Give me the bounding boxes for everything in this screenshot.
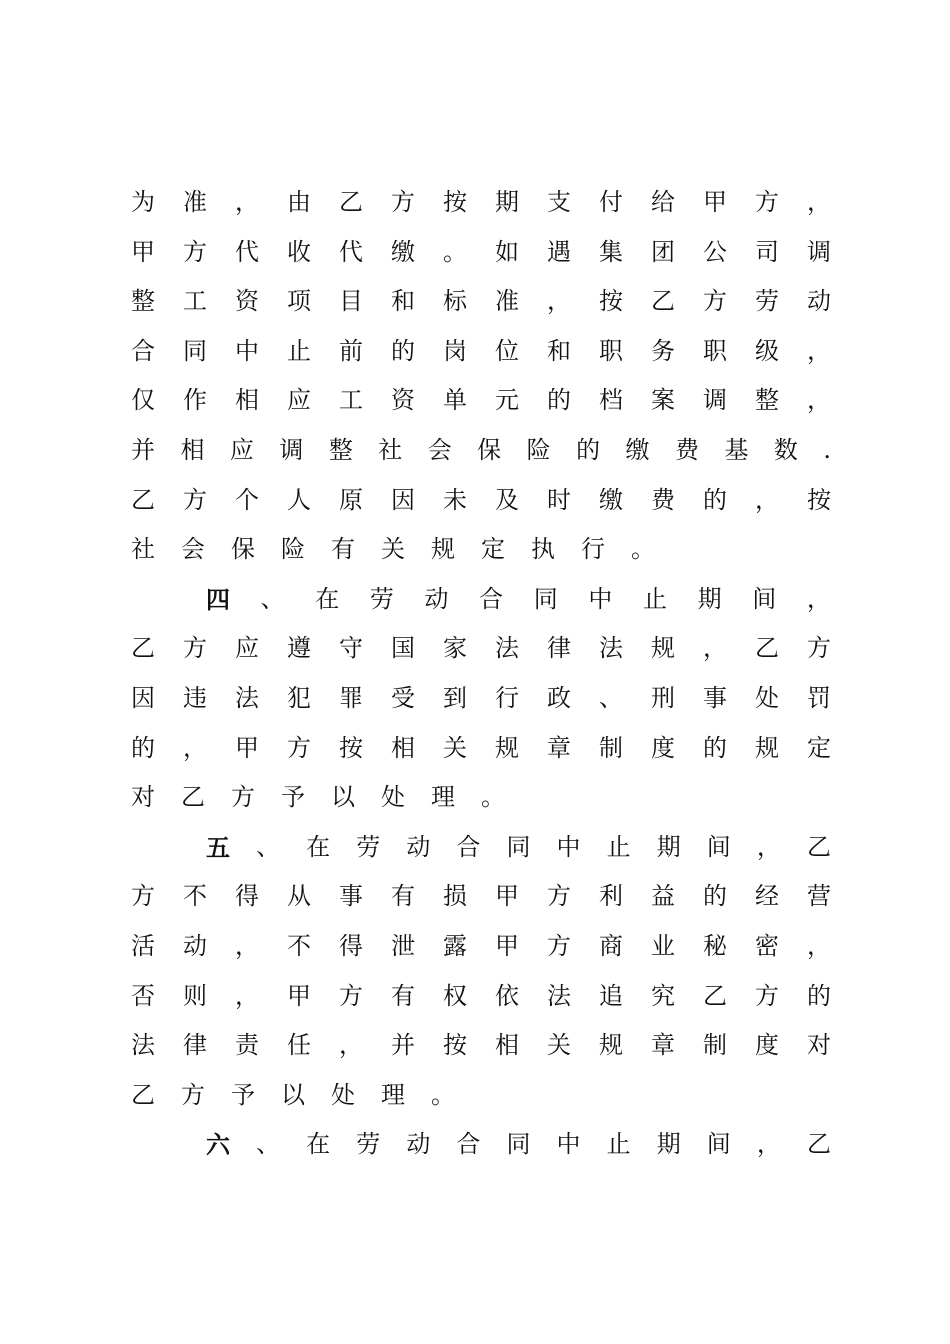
- character: 项: [287, 287, 311, 316]
- character: 、: [256, 1130, 281, 1159]
- character: 费: [674, 435, 699, 464]
- character: 前: [339, 336, 363, 365]
- character: 间: [752, 584, 777, 613]
- character: 方: [231, 783, 255, 812]
- text-line: [131, 476, 831, 526]
- character: 遵: [287, 634, 311, 663]
- character: 中: [235, 336, 259, 365]
- character: 在: [306, 832, 331, 861]
- text-line: [131, 1071, 831, 1121]
- character: 乙: [651, 287, 675, 316]
- character: 法: [235, 683, 259, 712]
- character: 章: [547, 733, 571, 762]
- text-line: [131, 872, 831, 922]
- character: 调: [703, 386, 727, 415]
- character: 在: [306, 1130, 331, 1159]
- character: 、: [256, 832, 281, 861]
- character: 期: [656, 832, 681, 861]
- character: 以: [281, 1080, 305, 1109]
- character: 应: [229, 435, 254, 464]
- character: 中: [556, 832, 581, 861]
- character: 同: [533, 584, 558, 613]
- character: 营: [807, 882, 831, 911]
- character: 定: [807, 733, 831, 762]
- character: 罚: [807, 683, 831, 712]
- character: 事: [339, 882, 363, 911]
- text-line: [131, 277, 831, 327]
- character: 同: [183, 336, 207, 365]
- character: 到: [443, 683, 467, 712]
- character: 关: [381, 535, 405, 564]
- character: 国: [391, 634, 415, 663]
- character: 按: [339, 733, 363, 762]
- character: 方: [287, 733, 311, 762]
- character: 制: [599, 733, 623, 762]
- character: 劳: [369, 584, 394, 613]
- character: 合: [131, 336, 155, 365]
- character: 得: [235, 882, 259, 911]
- character: 动: [183, 931, 207, 960]
- character: 任: [287, 1031, 311, 1060]
- character: 原: [339, 485, 363, 514]
- text-line: [131, 724, 831, 774]
- character: ，: [339, 1031, 363, 1060]
- character: 支: [547, 188, 571, 216]
- character: 止: [643, 584, 667, 613]
- character: 处: [331, 1080, 355, 1109]
- text-line: [131, 624, 831, 674]
- character: 方: [703, 287, 727, 316]
- character: 依: [495, 981, 519, 1010]
- character: 标: [443, 287, 467, 316]
- character: 法: [131, 1031, 155, 1060]
- character: 遇: [547, 237, 571, 266]
- character: 期: [656, 1130, 681, 1159]
- character: 人: [287, 485, 311, 514]
- character: 相: [495, 1031, 519, 1060]
- character: ，: [807, 386, 831, 415]
- character: 以: [331, 783, 355, 812]
- character: 法: [547, 981, 571, 1010]
- character: 制: [703, 1031, 727, 1060]
- character: 乙: [131, 634, 155, 663]
- character: ，: [756, 832, 781, 861]
- character: 事: [703, 683, 727, 712]
- character: 法: [599, 634, 623, 663]
- character: 有: [391, 882, 415, 911]
- character: 险: [526, 435, 551, 464]
- character: 的: [703, 485, 727, 514]
- character: 工: [339, 386, 363, 415]
- character: 行: [581, 535, 605, 564]
- character: 处: [755, 683, 779, 712]
- character: 准: [495, 287, 519, 316]
- text-line: [131, 327, 831, 377]
- character: 甲: [235, 733, 259, 762]
- character: 整: [328, 435, 353, 464]
- character: 缴: [391, 237, 415, 266]
- character: 会: [181, 535, 205, 564]
- character: 章: [651, 1031, 675, 1060]
- character: 收: [287, 237, 311, 266]
- character: 并: [391, 1031, 415, 1060]
- character: 代: [339, 237, 363, 266]
- character: 期: [495, 188, 519, 216]
- character: 单: [443, 386, 467, 415]
- character: ，: [806, 584, 831, 613]
- character: 法: [495, 634, 519, 663]
- character: 追: [599, 981, 623, 1010]
- character: ，: [235, 931, 259, 960]
- character: 按: [807, 485, 831, 514]
- character: 处: [381, 783, 405, 812]
- character: 乙: [755, 634, 779, 663]
- character: 仅: [131, 386, 155, 415]
- character: 和: [391, 287, 415, 316]
- character: 间: [706, 832, 731, 861]
- text-line: [131, 228, 831, 278]
- character: 社: [131, 535, 155, 564]
- character: 商: [599, 931, 623, 960]
- character: ，: [235, 981, 259, 1010]
- character: 利: [599, 882, 623, 911]
- character: 会: [427, 435, 452, 464]
- character: 相: [391, 733, 415, 762]
- character: 。: [443, 237, 467, 266]
- character: 在: [315, 584, 340, 613]
- character: 位: [495, 336, 519, 365]
- character: 理: [381, 1080, 405, 1109]
- character: 因: [131, 683, 155, 712]
- character: 究: [651, 981, 675, 1010]
- character: 损: [443, 882, 467, 911]
- character: 、: [260, 584, 285, 613]
- character: 基: [724, 435, 749, 464]
- character: 团: [651, 237, 675, 266]
- character: 犯: [287, 683, 311, 712]
- character: 时: [547, 485, 571, 514]
- character: 缴: [625, 435, 650, 464]
- character: 益: [651, 882, 675, 911]
- paragraph-first-line: [131, 575, 831, 625]
- character: ，: [807, 336, 831, 365]
- character: 执: [531, 535, 555, 564]
- character: ，: [547, 287, 571, 316]
- character: 准: [183, 188, 207, 216]
- character: ，: [807, 188, 831, 216]
- character: 不: [287, 931, 311, 960]
- character: 调: [807, 237, 831, 266]
- character: 代: [235, 237, 259, 266]
- character: 的: [391, 336, 415, 365]
- section-number: 四: [206, 584, 230, 614]
- character: 资: [391, 386, 415, 415]
- character: 和: [547, 336, 571, 365]
- character: 。: [431, 1080, 455, 1109]
- character: 止: [606, 1130, 631, 1159]
- character: 因: [391, 485, 415, 514]
- character: 元: [495, 386, 519, 415]
- character: 活: [131, 931, 155, 960]
- character: 工: [183, 287, 207, 316]
- character: 的: [131, 733, 155, 762]
- character: 规: [599, 1031, 623, 1060]
- character: 的: [703, 882, 727, 911]
- character: 律: [547, 634, 571, 663]
- text-line: [131, 376, 831, 426]
- character: 公: [703, 237, 727, 266]
- text-line: [131, 525, 831, 575]
- character: 乙: [703, 981, 727, 1010]
- character: 乙: [806, 832, 831, 861]
- character: 乙: [339, 188, 363, 216]
- character: 费: [651, 485, 675, 514]
- character: 中: [588, 584, 613, 613]
- character: 合: [456, 1130, 481, 1159]
- character: 缴: [599, 485, 623, 514]
- character: 关: [547, 1031, 571, 1060]
- character: 泄: [391, 931, 415, 960]
- character: ，: [183, 733, 207, 762]
- character: 罪: [339, 683, 363, 712]
- character: 的: [576, 435, 601, 464]
- character: 按: [443, 188, 467, 216]
- character: 方: [183, 634, 207, 663]
- character: 理: [431, 783, 455, 812]
- character: 乙: [806, 1130, 831, 1159]
- character: .: [823, 435, 831, 464]
- character: 否: [131, 981, 155, 1010]
- character: 甲: [131, 237, 155, 266]
- character: ，: [755, 485, 779, 514]
- character: 按: [443, 1031, 467, 1060]
- character: 对: [807, 1031, 831, 1060]
- character: 刑: [651, 683, 675, 712]
- character: 有: [391, 981, 415, 1010]
- character: 度: [755, 1031, 779, 1060]
- character: 方: [339, 981, 363, 1010]
- character: 规: [755, 733, 779, 762]
- character: 止: [287, 336, 311, 365]
- character: 合: [456, 832, 481, 861]
- character: 方: [131, 882, 155, 911]
- character: 相: [180, 435, 205, 464]
- character: 付: [599, 188, 623, 216]
- character: 动: [406, 1130, 431, 1159]
- text-line: [131, 674, 831, 724]
- character: 如: [495, 237, 519, 266]
- character: 动: [406, 832, 431, 861]
- character: 中: [556, 1130, 581, 1159]
- text-line: [131, 972, 831, 1022]
- character: 动: [424, 584, 449, 613]
- character: 按: [599, 287, 623, 316]
- character: 规: [431, 535, 455, 564]
- character: 期: [697, 584, 722, 613]
- character: 。: [481, 783, 505, 812]
- character: 的: [703, 733, 727, 762]
- character: 甲: [495, 882, 519, 911]
- character: 。: [631, 535, 655, 564]
- character: 并: [131, 435, 155, 464]
- character: 行: [495, 683, 519, 712]
- character: 相: [235, 386, 259, 415]
- character: 予: [231, 1080, 255, 1109]
- character: 职: [599, 336, 623, 365]
- character: 从: [287, 882, 311, 911]
- character: 甲: [703, 188, 727, 216]
- character: 个: [235, 485, 259, 514]
- character: 目: [339, 287, 363, 316]
- character: 岗: [443, 336, 467, 365]
- paragraph-first-line: [131, 823, 831, 873]
- character: 受: [391, 683, 415, 712]
- character: 、: [599, 683, 623, 712]
- character: 的: [547, 386, 571, 415]
- character: ，: [235, 188, 259, 216]
- character: 规: [651, 634, 675, 663]
- character: 由: [287, 188, 311, 216]
- character: 未: [443, 485, 467, 514]
- character: 密: [755, 931, 779, 960]
- character: 案: [651, 386, 675, 415]
- character: 权: [443, 981, 467, 1010]
- character: 间: [706, 1130, 731, 1159]
- document-body: [131, 178, 831, 1170]
- character: 资: [235, 287, 259, 316]
- section-number: 五: [206, 832, 230, 862]
- character: 对: [131, 783, 155, 812]
- character: 劳: [755, 287, 779, 316]
- character: 有: [331, 535, 355, 564]
- character: 险: [281, 535, 305, 564]
- character: ，: [756, 1130, 781, 1159]
- character: 露: [443, 931, 467, 960]
- character: 方: [547, 931, 571, 960]
- character: 保: [231, 535, 255, 564]
- character: 动: [807, 287, 831, 316]
- character: 档: [599, 386, 623, 415]
- character: 劳: [356, 832, 381, 861]
- character: 则: [183, 981, 207, 1010]
- character: 乙: [181, 783, 205, 812]
- paragraph-first-line: [131, 1120, 831, 1170]
- text-line: [131, 178, 831, 228]
- character: 方: [807, 634, 831, 663]
- character: 同: [506, 1130, 531, 1159]
- character: 及: [495, 485, 519, 514]
- character: 作: [183, 386, 207, 415]
- character: 乙: [131, 485, 155, 514]
- character: 规: [495, 733, 519, 762]
- text-line: [131, 922, 831, 972]
- character: 社: [378, 435, 403, 464]
- character: 级: [755, 336, 779, 365]
- character: 方: [183, 237, 207, 266]
- character: 予: [281, 783, 305, 812]
- character: 方: [547, 882, 571, 911]
- character: ，: [703, 634, 727, 663]
- character: 经: [755, 882, 779, 911]
- text-line: [131, 426, 831, 476]
- character: 整: [131, 287, 155, 316]
- character: 务: [651, 336, 675, 365]
- character: 司: [755, 237, 779, 266]
- section-number: 六: [206, 1130, 230, 1160]
- character: 业: [651, 931, 675, 960]
- character: 政: [547, 683, 571, 712]
- character: 数: [773, 435, 798, 464]
- character: 为: [131, 188, 155, 216]
- character: 职: [703, 336, 727, 365]
- character: 守: [339, 634, 363, 663]
- character: 方: [755, 981, 779, 1010]
- character: 应: [287, 386, 311, 415]
- character: 违: [183, 683, 207, 712]
- character: 劳: [356, 1130, 381, 1159]
- character: 应: [235, 634, 259, 663]
- text-line: [131, 773, 831, 823]
- character: 方: [181, 1080, 205, 1109]
- character: 同: [506, 832, 531, 861]
- character: 得: [339, 931, 363, 960]
- character: 给: [651, 188, 675, 216]
- character: 甲: [287, 981, 311, 1010]
- character: 方: [755, 188, 779, 216]
- character: ，: [807, 931, 831, 960]
- character: 集: [599, 237, 623, 266]
- character: 合: [479, 584, 504, 613]
- character: 的: [807, 981, 831, 1010]
- character: 甲: [495, 931, 519, 960]
- character: 方: [183, 485, 207, 514]
- character: 乙: [131, 1080, 155, 1109]
- character: 止: [606, 832, 631, 861]
- character: 保: [477, 435, 502, 464]
- character: 不: [183, 882, 207, 911]
- character: 方: [391, 188, 415, 216]
- character: 定: [481, 535, 505, 564]
- text-line: [131, 1021, 831, 1071]
- character: 律: [183, 1031, 207, 1060]
- character: 关: [443, 733, 467, 762]
- character: 秘: [703, 931, 727, 960]
- character: 责: [235, 1031, 259, 1060]
- character: 整: [755, 386, 779, 415]
- character: 度: [651, 733, 675, 762]
- character: 调: [279, 435, 304, 464]
- character: 家: [443, 634, 467, 663]
